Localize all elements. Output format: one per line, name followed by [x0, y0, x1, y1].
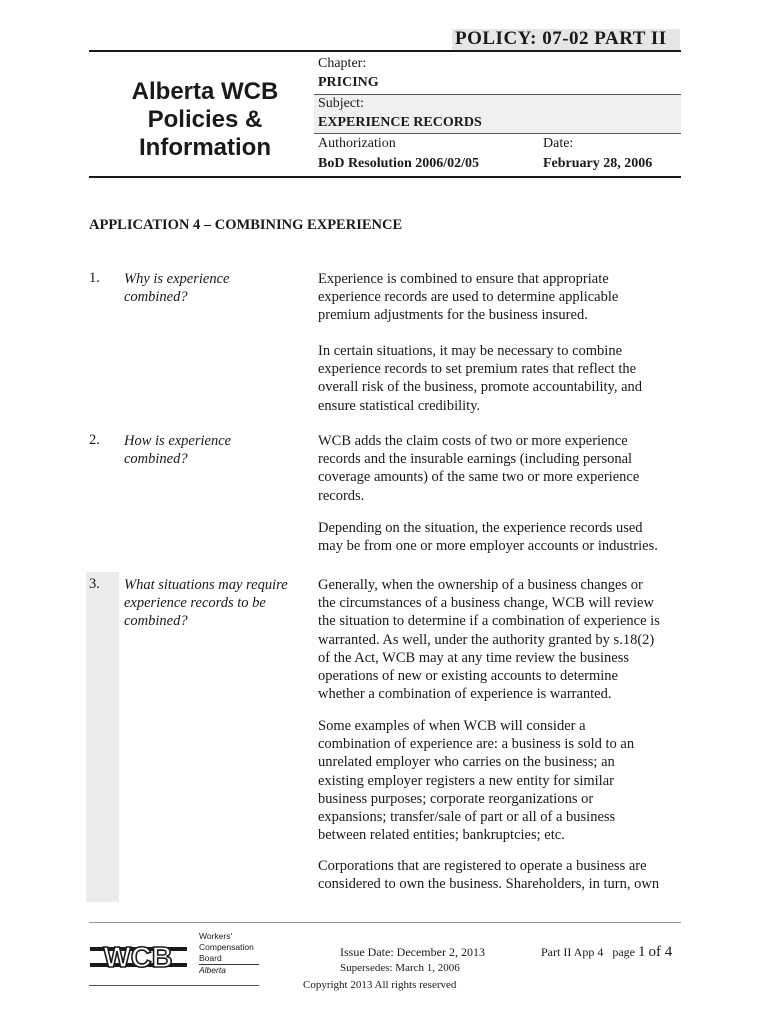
answer-line: experience records are used to determine applicable	[318, 289, 619, 306]
answer-line: business purposes; corporate reorganizations or	[318, 790, 594, 807]
answer-line: records and the insurable earnings (including personal	[318, 451, 633, 468]
answer-line: experience records to set premium rates that reflect the	[318, 361, 637, 378]
logo-caption	[199, 931, 259, 976]
question-text	[124, 576, 288, 630]
answer-line: the situation to determine if a combination of experience is	[318, 613, 660, 630]
answer-line: whether a combination of experience is warranted.	[318, 686, 612, 703]
answer-line: warranted. As well, under the authority granted by s.18(2)	[318, 631, 655, 648]
logo-line: Alberta	[199, 964, 259, 976]
footer-rule	[89, 922, 681, 923]
logo-line: Compensation	[199, 942, 254, 952]
header-rule	[314, 94, 681, 95]
question-number: 1.	[89, 270, 100, 286]
answer-line: Corporations that are registered to operate a business are	[318, 858, 647, 874]
org-title-line: Alberta WCB	[131, 78, 279, 105]
issue-date: Issue Date: December 2, 2013	[340, 945, 485, 959]
authorization-value: BoD Resolution 2006/02/05	[318, 156, 480, 171]
answer-paragraph	[318, 857, 683, 893]
org-title	[110, 78, 300, 162]
question-line: combined?	[124, 289, 188, 305]
answer-line: combination of experience are: a business is sold to an	[318, 736, 635, 753]
answer-line: ensure statistical credibility.	[318, 397, 481, 414]
question-line: combined?	[124, 613, 188, 629]
question-number: 3.	[89, 576, 100, 592]
revision-sidebar	[86, 572, 119, 902]
footer-logo-rule	[89, 985, 259, 986]
answer-line: premium adjustments for the business insured.	[318, 307, 588, 324]
question-line: experience records to be	[124, 595, 266, 611]
answer-paragraph	[318, 342, 683, 415]
answer-line: In certain situations, it may be necessary to combine	[318, 343, 623, 359]
answer-line: Generally, when the ownership of a business changes or	[318, 577, 643, 593]
answer-line: existing employer registers a new entity for similar	[318, 772, 614, 789]
answer-line: unrelated employer who carries on the business; an	[318, 754, 615, 771]
authorization-label: Authorization	[318, 136, 396, 151]
supersedes: Supersedes: March 1, 2006	[340, 962, 460, 974]
answer-line: the circumstances of a business change, WCB will review	[318, 595, 654, 612]
subject-label: Subject:	[318, 96, 364, 111]
answer-line: records.	[318, 487, 365, 504]
org-title-line: Information	[139, 134, 271, 161]
page-total: of 4	[648, 944, 673, 960]
wcb-logo	[90, 941, 187, 971]
page-ref-label: Part II App 4	[541, 945, 604, 959]
copyright: Copyright 2013 All rights reserved	[303, 979, 457, 991]
answer-line: may be from one or more employer accounts or industries.	[318, 538, 658, 555]
answer-line: overall risk of the business, promote accountability, and	[318, 379, 643, 396]
answer-line: between related entities; bankruptcies; etc.	[318, 827, 565, 844]
logo-lettering: WCB	[103, 942, 173, 971]
page-reference	[541, 944, 672, 961]
answer-line: of the Act, WCB may at any time review the business	[318, 649, 630, 666]
answer-line: expansions; transfer/sale of part or all of a business	[318, 809, 616, 826]
question-text	[124, 432, 231, 468]
answer-paragraph	[318, 432, 683, 505]
answer-line: WCB adds the claim costs of two or more experience	[318, 433, 628, 449]
answer-paragraph	[318, 519, 683, 555]
date-value: February 28, 2006	[543, 156, 653, 171]
header-bottom-rule	[89, 176, 681, 178]
answer-line: considered to own the business. Shareholders, in turn, own	[318, 876, 660, 893]
answer-paragraph	[318, 717, 683, 844]
answer-line: Experience is combined to ensure that appropriate	[318, 271, 609, 287]
answer-paragraph	[318, 270, 683, 325]
logo-line: Board	[199, 953, 222, 963]
chapter-value: PRICING	[318, 75, 379, 90]
answer-line: Depending on the situation, the experience records used	[318, 520, 643, 536]
question-number: 2.	[89, 432, 100, 448]
chapter-label: Chapter:	[318, 56, 367, 71]
answer-line: Some examples of when WCB will consider a	[318, 718, 586, 734]
question-line: Why is experience	[124, 271, 230, 287]
question-line: How is experience	[124, 433, 232, 449]
header-top-rule	[89, 50, 681, 52]
subject-value: EXPERIENCE RECORDS	[318, 115, 482, 130]
wcb-logo-mark	[90, 941, 187, 971]
answer-line: operations of new or existing accounts to determine	[318, 668, 618, 685]
org-title-line: Policies &	[147, 106, 263, 133]
page-number: 1	[637, 944, 646, 960]
policy-number: POLICY: 07-02 PART II	[455, 28, 667, 49]
header-rule	[314, 133, 681, 134]
date-label: Date:	[543, 136, 574, 151]
logo-line: Workers'	[199, 931, 233, 941]
question-line: combined?	[124, 451, 188, 467]
question-line: What situations may require	[124, 577, 288, 593]
question-text	[124, 270, 229, 306]
answer-paragraph	[318, 576, 683, 703]
answer-line: coverage amounts) of the same two or more experience	[318, 469, 640, 486]
application-heading: APPLICATION 4 – COMBINING EXPERIENCE	[89, 217, 403, 233]
page-prefix: page	[612, 945, 635, 959]
